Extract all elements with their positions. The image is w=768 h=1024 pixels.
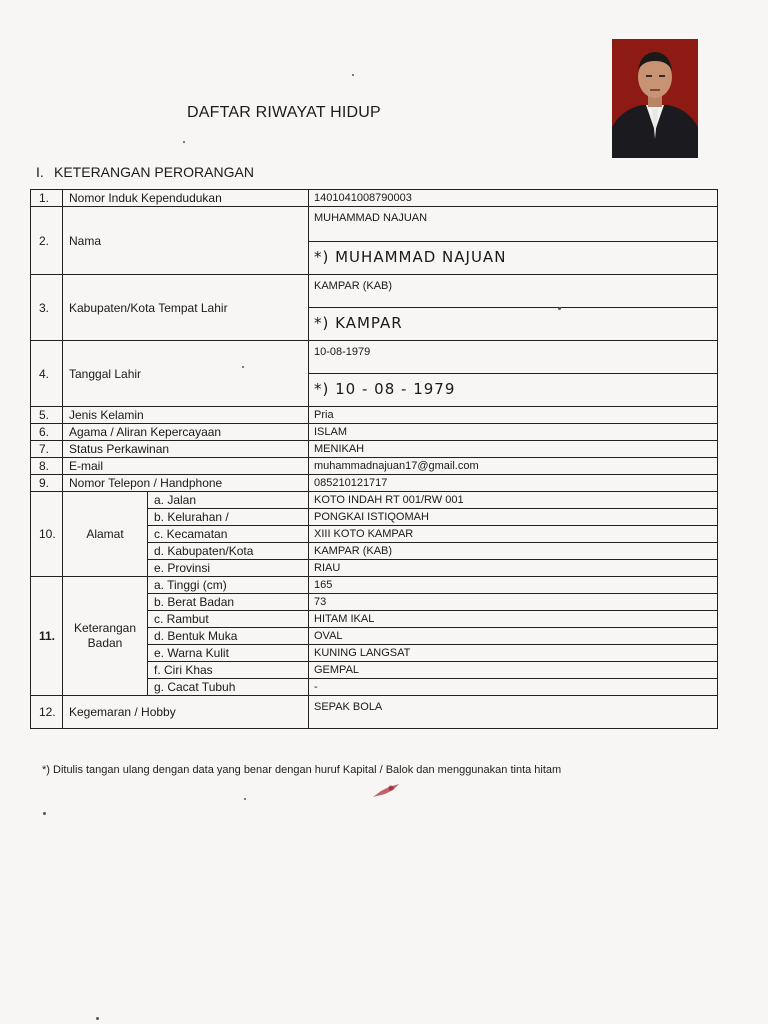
- profile-photo: [612, 39, 698, 158]
- row-label-line: Keterangan: [73, 621, 137, 635]
- row-value: 10-08-1979: [309, 341, 718, 374]
- sub-value: -: [309, 679, 718, 696]
- row-value: Pria: [309, 407, 718, 424]
- row-value: 1401041008790003: [309, 190, 718, 207]
- handwritten-field: [309, 242, 718, 275]
- row-number: 1.: [31, 190, 63, 207]
- row-label-line: Badan: [87, 636, 123, 650]
- row-value: MUHAMMAD NAJUAN: [309, 207, 718, 242]
- row-number: 4.: [31, 341, 63, 407]
- handwritten-value: *) KAMPAR: [314, 314, 403, 332]
- handwritten-value: *) MUHAMMAD NAJUAN: [314, 248, 507, 266]
- sub-value: GEMPAL: [309, 662, 718, 679]
- row-label: Nomor Induk Kependudukan: [63, 190, 309, 207]
- sub-value: PONGKAI ISTIQOMAH: [309, 509, 718, 526]
- sub-label: b. Kelurahan /: [148, 509, 309, 526]
- row-number: 10.: [31, 492, 63, 577]
- sub-value: OVAL: [309, 628, 718, 645]
- handwritten-field: [309, 308, 718, 341]
- sub-value: 165: [309, 577, 718, 594]
- sub-value: KUNING LANGSAT: [309, 645, 718, 662]
- row-label: Kabupaten/Kota Tempat Lahir: [63, 275, 309, 341]
- row-number: 9.: [31, 475, 63, 492]
- handwritten-value: *) 10 - 08 - 1979: [314, 380, 456, 398]
- row-value: MENIKAH: [309, 441, 718, 458]
- sub-label: g. Cacat Tubuh: [148, 679, 309, 696]
- table-row: [31, 207, 718, 242]
- sub-value: KAMPAR (KAB): [309, 543, 718, 560]
- row-number: 3.: [31, 275, 63, 341]
- table-row: [31, 275, 718, 308]
- sub-value: HITAM IKAL: [309, 611, 718, 628]
- sub-label: a. Jalan: [148, 492, 309, 509]
- email-value: muhammadnajuan17@gmail.com: [309, 458, 718, 475]
- document-title: DAFTAR RIWAYAT HIDUP: [187, 104, 381, 121]
- table-row: [31, 407, 718, 424]
- row-value: ISLAM: [309, 424, 718, 441]
- sub-label: b. Berat Badan: [148, 594, 309, 611]
- table-row: [31, 441, 718, 458]
- row-label: Nama: [63, 207, 309, 275]
- sub-label: c. Rambut: [148, 611, 309, 628]
- row-number: 12.: [31, 696, 63, 729]
- section-number: I.: [36, 164, 44, 180]
- sub-label: a. Tinggi (cm): [148, 577, 309, 594]
- sub-value: 73: [309, 594, 718, 611]
- row-number: 11.: [31, 577, 63, 696]
- table-row: [31, 696, 718, 729]
- row-label: Jenis Kelamin: [63, 407, 309, 424]
- table-row: [31, 475, 718, 492]
- sub-label: e. Provinsi: [148, 560, 309, 577]
- row-number: 5.: [31, 407, 63, 424]
- table-row: [31, 341, 718, 374]
- row-number: 7.: [31, 441, 63, 458]
- sub-label: d. Kabupaten/Kota: [148, 543, 309, 560]
- sub-value: RIAU: [309, 560, 718, 577]
- row-number: 8.: [31, 458, 63, 475]
- row-label: Alamat: [63, 492, 148, 577]
- row-value: KAMPAR (KAB): [309, 275, 718, 308]
- footnote: *) Ditulis tangan ulang dengan data yang benar dengan huruf Kapital / Balok dan menggunakan tinta hitam: [42, 764, 562, 776]
- personal-info-table: [30, 189, 718, 729]
- ink-smudge: [371, 783, 401, 799]
- phone-value: 085210121717: [309, 475, 718, 492]
- sub-value: XIII KOTO KAMPAR: [309, 526, 718, 543]
- section-label: KETERANGAN PERORANGAN: [54, 164, 254, 180]
- row-label: [63, 577, 148, 696]
- table-row: [31, 492, 718, 509]
- table-row: [31, 458, 718, 475]
- handwritten-field: [309, 374, 718, 407]
- person-photo-illustration: [612, 39, 698, 158]
- row-label: Status Perkawinan: [63, 441, 309, 458]
- sub-label: e. Warna Kulit: [148, 645, 309, 662]
- sub-label: d. Bentuk Muka: [148, 628, 309, 645]
- row-label: Tanggal Lahir: [63, 341, 309, 407]
- sub-value: KOTO INDAH RT 001/RW 001: [309, 492, 718, 509]
- row-label: E-mail: [63, 458, 309, 475]
- table-row: [31, 424, 718, 441]
- section-heading: [36, 164, 254, 180]
- row-value: SEPAK BOLA: [309, 696, 718, 729]
- row-number: 6.: [31, 424, 63, 441]
- table-row: [31, 190, 718, 207]
- row-label: Nomor Telepon / Handphone: [63, 475, 309, 492]
- row-number: 2.: [31, 207, 63, 275]
- sub-label: c. Kecamatan: [148, 526, 309, 543]
- table-row: [31, 577, 718, 594]
- sub-label: f. Ciri Khas: [148, 662, 309, 679]
- row-label: Agama / Aliran Kepercayaan: [63, 424, 309, 441]
- row-label: Kegemaran / Hobby: [63, 696, 309, 729]
